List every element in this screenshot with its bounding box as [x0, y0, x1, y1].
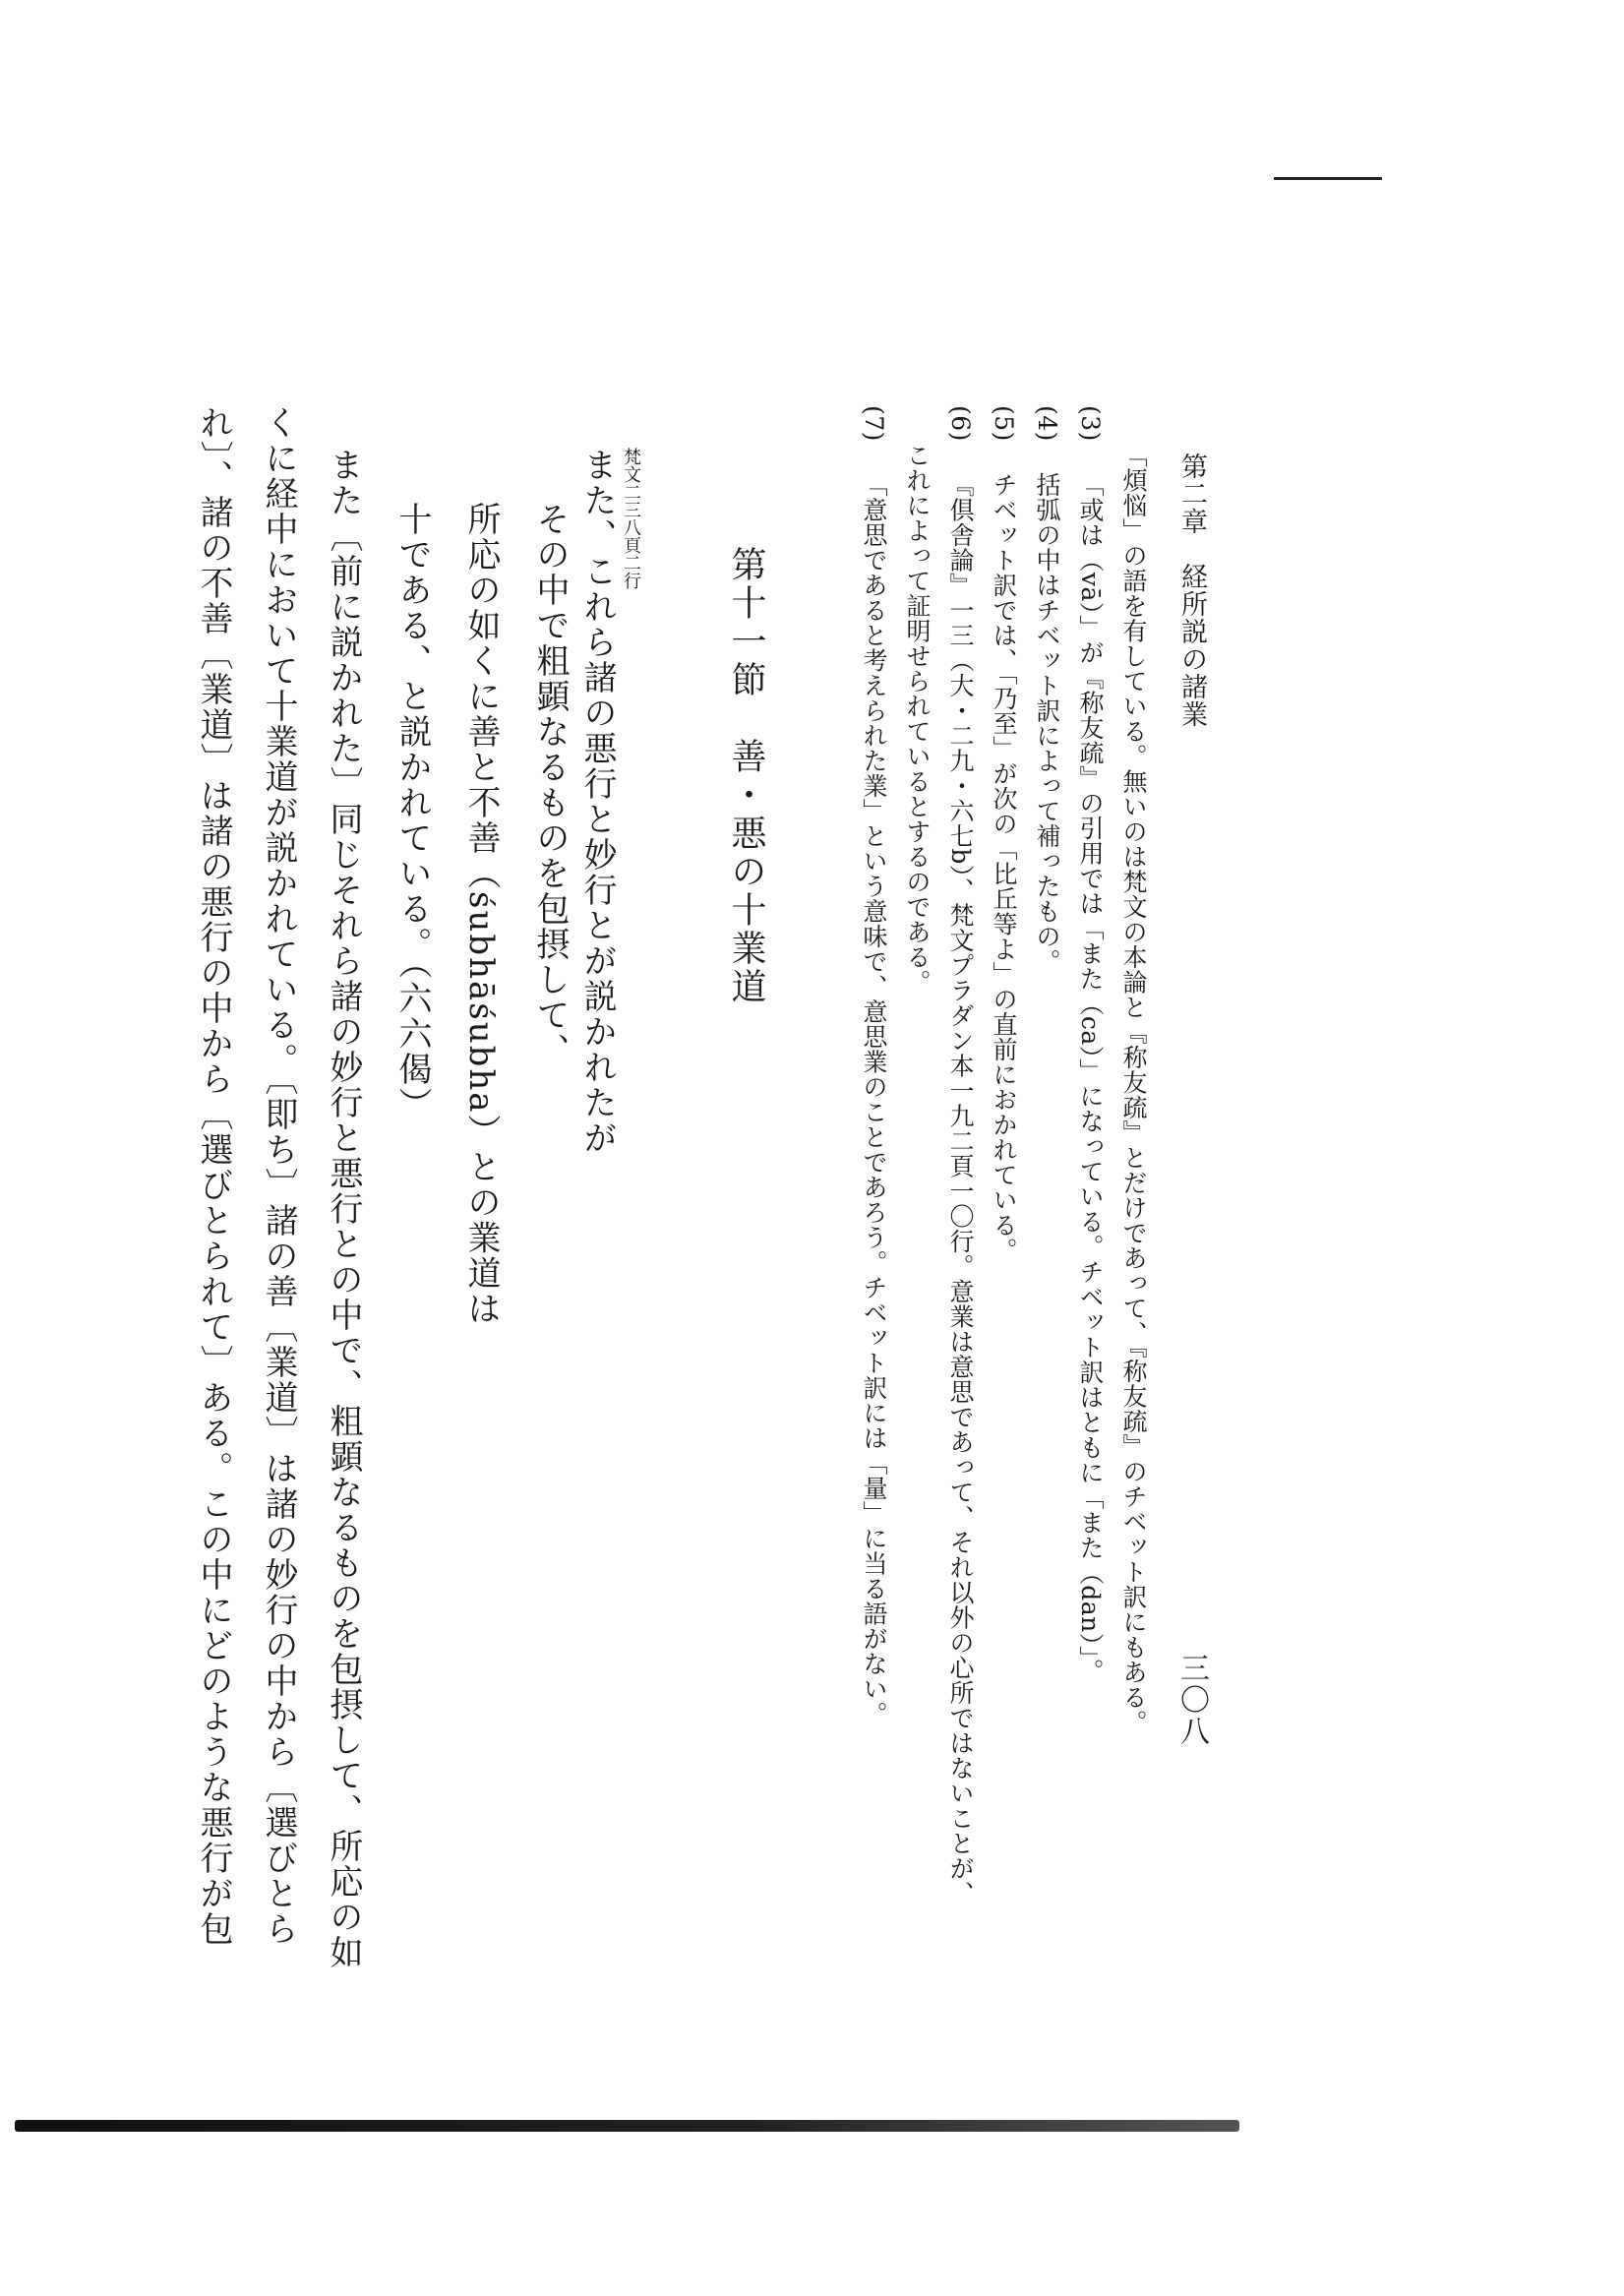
section-title: 第十一節 善・悪の十業道: [726, 546, 766, 1006]
footnote-text: チベット訳では、「乃至」が次の「比丘等よ」の直前におかれている。: [990, 471, 1018, 1263]
footnote-text: 『倶舎論』一三（大・二九・六七b）、梵文プラダン本一九二頁一〇行。意業は意思であって、それ以外の心所ではないことが、: [946, 471, 975, 1906]
footnote-item: [862, 405, 886, 1726]
commentary-line: れ〕、諸の不善〔業道〕は諸の悪行の中から〔選びとられて〕ある。この中にどのような悪行が包: [194, 405, 233, 1947]
footnote-marker: (3): [1076, 405, 1105, 442]
footnote-marker: (7): [860, 405, 888, 442]
footnote-text: 「或は（vā）」が『称友疏』の引用では「また（ca）」になっている。チベット訳はともに「また（dan）」。: [1076, 471, 1105, 1684]
page-number: 三〇八: [1174, 1653, 1209, 1747]
source-reference: 梵文二三八頁二行: [621, 448, 641, 589]
footnote-item: [1035, 405, 1059, 974]
footnote-text: 「意思であると考えられた業」という意味で、意思業のことであろう。チベット訳には「量」に当る語がない。: [860, 471, 888, 1726]
footnote-text: 括弧の中はチベット訳によって補ったもの。: [1033, 471, 1061, 974]
footnote-line: [1121, 443, 1146, 1735]
footnote-text: 「煩悩」の語を有している。無いのは梵文の本論と『称友疏』とだけであって、『称友疏』のチベット訳にもある。: [1119, 443, 1148, 1735]
chapter-header: 第二章 経所説の諸業: [1176, 453, 1207, 728]
footnote-marker: (5): [990, 405, 1018, 442]
verse-line: その中で粗顕なるものを包摂して、: [530, 502, 570, 1068]
footnote-continuation: [905, 443, 930, 995]
verse-line: 所応の如くに善と不善（śubhāśubha）との業道は: [461, 502, 501, 1327]
footnote-item: [1078, 405, 1103, 1683]
footnote-text: これによって証明せられているとするのである。: [903, 443, 932, 995]
verse-line: 十である、と説かれている。（六六偈）: [392, 502, 432, 1122]
scan-edge-shadow: [15, 2120, 1239, 2132]
scan-edge-mark: [1274, 177, 1382, 180]
footnote-item: [992, 405, 1016, 1262]
footnote-item: [948, 405, 973, 1905]
verse-line: また、これら諸の悪行と妙行とが説かれたが: [577, 448, 617, 1156]
commentary-line: また〔前に説かれた〕同じそれら諸の妙行と悪行との中で、粗顕なるものを包摂して、所応の如: [324, 448, 363, 1970]
footnote-marker: (6): [946, 405, 975, 442]
commentary-line: くに経中において十業道が説かれている。〔即ち〕諸の善〔業道〕は諸の妙行の中から〔選びとら: [259, 405, 298, 1947]
footnote-marker: (4): [1033, 405, 1061, 442]
